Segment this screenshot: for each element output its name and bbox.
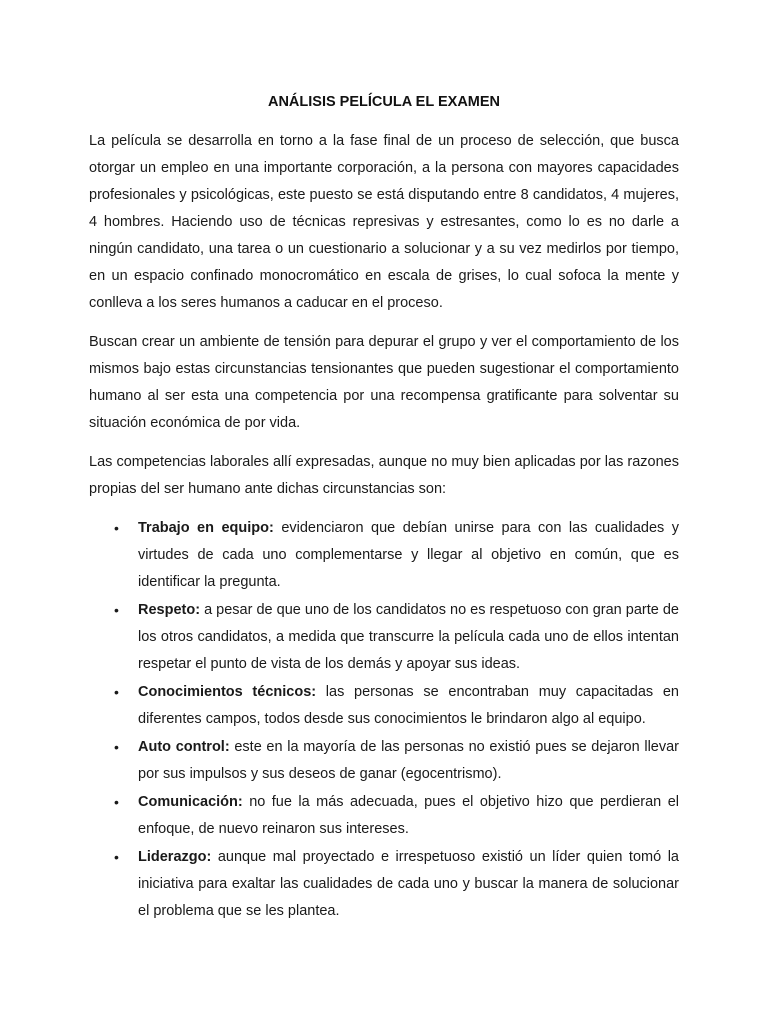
- bullet-icon: •: [114, 849, 119, 865]
- list-item-respeto: [89, 597, 679, 678]
- intro-paragraph: La película se desarrolla en torno a la fase final de un proceso de selección, que busca otorgar un empleo en una importante corporación, a la persona con mayores capacidades profesionales y psicológicas, este puesto se está disputando entre 8 candidatos, 4 mujeres, 4 hombres. Haciendo uso de técnicas represivas y estresantes, como lo es no darle a ningún candidato, una tarea o un cuestionario a solucionar y a su vez medirlos por tiempo, en un espacio confinado monocromático en escala de grises, lo cual sofoca la mente y conlleva a los seres humanos a caducar en el proceso.: [89, 133, 679, 311]
- competency-description: no fue la más adecuada, pues el objetivo hizo que perdieran el enfoque, de nuevo reinaron sus intereses.: [138, 794, 679, 837]
- list-item-trabajo-en-equipo: [89, 515, 679, 596]
- competency-description: este en la mayoría de las personas no existió pues se dejaron llevar por sus impulsos y sus deseos de ganar (egocentrismo).: [138, 739, 680, 782]
- competency-description: evidenciaron que debían unirse para con las cualidades y virtudes de cada uno complementarse y llegar al objetivo en común, que es identificar la pregunta.: [138, 520, 679, 590]
- document-title: ANÁLISIS PELÍCULA EL EXAMEN: [267, 94, 501, 110]
- competencies-list: [89, 515, 679, 925]
- tension-paragraph: Buscan crear un ambiente de tensión para depurar el grupo y ver el comportamiento de los mismos bajo estas circunstancias tensionantes que pueden sugestionar el comportamiento humano al ser esta una competencia por una recompensa gratificante para solventar su situación económica de por vida.: [89, 334, 679, 431]
- competencies-intro-paragraph: Las competencias laborales allí expresadas, aunque no muy bien aplicadas por las razones propias del ser humano ante dichas circunstancias son:: [89, 454, 679, 497]
- list-item-conocimientos-tecnicos: [89, 679, 679, 733]
- bullet-icon: •: [114, 684, 119, 700]
- competency-term: Liderazgo:: [138, 849, 212, 865]
- bullet-icon: •: [114, 602, 119, 618]
- competency-term: Trabajo en equipo:: [138, 520, 274, 536]
- bullet-icon: •: [114, 739, 119, 755]
- competency-term: Auto control:: [138, 739, 230, 755]
- competency-term: Respeto:: [138, 602, 201, 618]
- competency-term: Conocimientos técnicos:: [138, 684, 317, 700]
- bullet-icon: •: [114, 794, 119, 810]
- list-item-auto-control: [89, 734, 679, 788]
- competency-description: las personas se encontraban muy capacitadas en diferentes campos, todos desde sus conocimientos le brindaron algo al equipo.: [138, 684, 679, 727]
- list-item-liderazgo: [89, 844, 679, 925]
- document-page: [89, 92, 679, 926]
- competency-description: aunque mal proyectado e irrespetuoso existió un líder quien tomó la iniciativa para exaltar las cualidades de cada uno y buscar la manera de solucionar el problema que se les plantea.: [138, 849, 679, 919]
- competency-term: Comunicación:: [138, 794, 243, 810]
- list-item-comunicacion: [89, 789, 679, 843]
- competency-description: a pesar de que uno de los candidatos no es respetuoso con gran parte de los otros candidatos, a medida que transcurre la película cada uno de ellos intentan respetar el punto de vista de los demás y apoyar sus ideas.: [138, 602, 679, 672]
- bullet-icon: •: [114, 520, 119, 536]
